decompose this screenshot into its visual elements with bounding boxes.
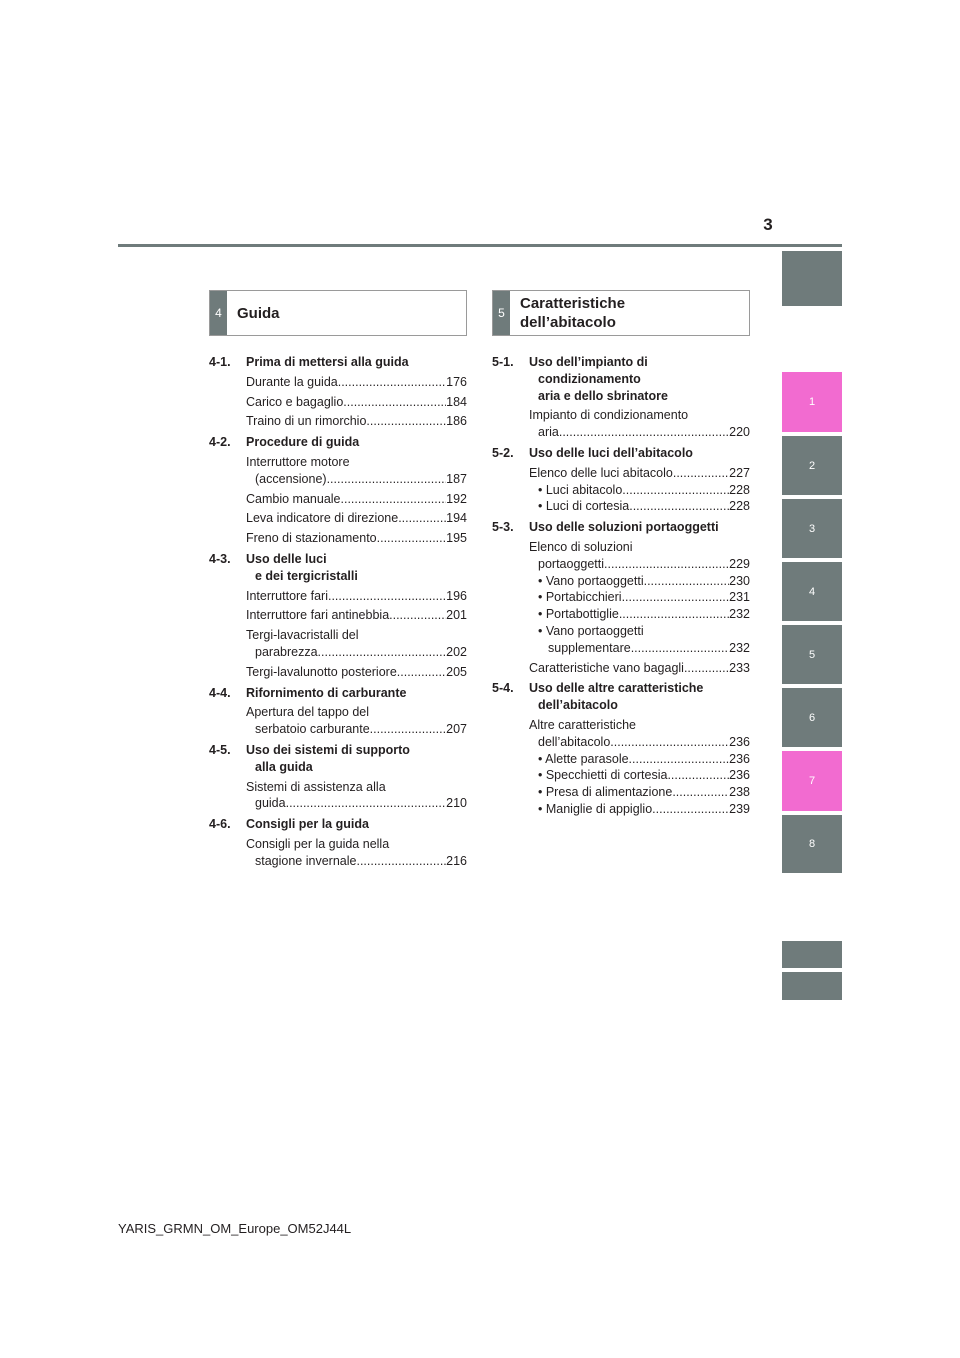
tab-8[interactable]: 8 — [782, 815, 842, 873]
chapter-heading[interactable]: 4-4. Rifornimento di carburante — [209, 685, 407, 700]
toc-entry[interactable]: Traino di un rimorchio ..... 186 — [246, 413, 467, 430]
tab-blank-a[interactable] — [782, 941, 842, 968]
tab-6[interactable]: 6 — [782, 688, 842, 747]
toc-subentry[interactable]: • Portabottiglie ..... 232 — [529, 606, 750, 623]
chapter-heading[interactable]: 5-3. Uso delle soluzioni portaoggetti — [492, 520, 719, 535]
toc-entry[interactable]: Elenco di soluzioni portaoggetti ..... 229 — [529, 539, 750, 573]
toc-entry[interactable]: Impianto di condizionamento aria ..... 220 — [529, 407, 750, 441]
toc-entry[interactable]: Interruttore motore (accensione) ..... 187 — [246, 454, 467, 488]
toc-subentry[interactable]: • Maniglie di appiglio ..... 239 — [529, 801, 750, 818]
toc-subentry[interactable]: • Luci abitacolo ..... 228 — [529, 482, 750, 499]
toc-entry[interactable]: Apertura del tappo del serbatoio carburante ..... 207 — [246, 704, 467, 738]
page-number: 3 — [763, 215, 773, 234]
toc-entry[interactable]: Cambio manuale ..... 192 — [246, 491, 467, 508]
section-number: 4 — [210, 291, 227, 335]
section-5-header — [492, 290, 750, 336]
document-code: YARIS_GRMN_OM_Europe_OM52J44L — [118, 1221, 352, 1236]
toc-subentry[interactable]: • Alette parasole ..... 236 — [529, 751, 750, 768]
tab-3[interactable]: 3 — [782, 499, 842, 558]
toc-subentry[interactable]: • Portabicchieri ..... 231 — [529, 589, 750, 606]
toc-entry[interactable]: Leva indicatore di direzione ..... 194 — [246, 510, 467, 527]
toc-entry[interactable]: Sistemi di assistenza alla guida ..... 210 — [246, 779, 467, 813]
tab-5[interactable]: 5 — [782, 625, 842, 684]
section-4-column — [209, 290, 467, 870]
chapter-heading[interactable]: 4-3. Uso delle luci e dei tergicristalli — [209, 551, 358, 583]
toc-entry[interactable]: Caratteristiche vano bagagli ..... 233 — [529, 660, 750, 677]
toc-entry[interactable]: Interruttore fari antinebbia ..... 201 — [246, 607, 467, 624]
toc-subentry[interactable]: • Luci di cortesia ..... 228 — [529, 498, 750, 515]
chapter-heading[interactable]: 5-4. Uso delle altre caratteristiche dell’abitacolo — [492, 681, 704, 713]
section-title: Caratteristiche dell’abitacolo — [520, 295, 626, 331]
tab-1[interactable]: 1 — [782, 372, 842, 432]
toc-entry[interactable]: Carico e bagaglio ..... 184 — [246, 394, 467, 411]
tab-4[interactable]: 4 — [782, 562, 842, 621]
section-5-column — [492, 290, 750, 818]
toc-entry[interactable]: Altre caratteristiche dell’abitacolo ..... 236 — [529, 717, 750, 751]
section-number: 5 — [493, 291, 510, 335]
chapter-heading[interactable]: 4-2. Procedure di guida — [209, 435, 360, 450]
toc-subentry[interactable]: • Vano portaoggetti ..... 230 — [529, 573, 750, 590]
chapter-heading[interactable]: 4-6. Consigli per la guida — [209, 817, 369, 832]
tab-7[interactable]: 7 — [782, 751, 842, 811]
toc-entry[interactable]: Tergi-lavacristalli del parabrezza ..... 202 — [246, 627, 467, 661]
toc-entry[interactable]: Tergi-lavalunotto posteriore ..... 205 — [246, 664, 467, 681]
toc-subentry[interactable]: • Specchietti di cortesia ..... 236 — [529, 767, 750, 784]
toc-entry[interactable]: Consigli per la guida nella stagione invernale ..... 216 — [246, 836, 467, 870]
tab-blank-b[interactable] — [782, 972, 842, 1000]
section-4-header — [209, 290, 467, 336]
toc-entry[interactable]: Durante la guida ..... 176 — [246, 374, 467, 391]
chapter-heading[interactable]: 5-1. Uso dell’impianto di condizionamento aria e dello sbrinatore — [492, 355, 668, 403]
header-rule — [118, 244, 842, 247]
toc-subentry[interactable]: • Presa di alimentazione ..... 238 — [529, 784, 750, 801]
toc-subentry[interactable]: • Vano portaoggetti supplementare ..... 232 — [529, 623, 750, 657]
section-title: Guida — [237, 304, 280, 322]
chapter-heading[interactable]: 5-2. Uso delle luci dell’abitacolo — [492, 445, 693, 460]
tab-2[interactable]: 2 — [782, 436, 842, 495]
tab-blank-top[interactable] — [782, 251, 842, 306]
toc-entry[interactable]: Elenco delle luci abitacolo ..... 227 — [529, 465, 750, 482]
toc-entry[interactable]: Interruttore fari ..... 196 — [246, 588, 467, 605]
chapter-heading[interactable]: 4-5. Uso dei sistemi di supporto alla guida — [209, 742, 410, 774]
chapter-heading[interactable]: 4-1. Prima di mettersi alla guida — [209, 355, 409, 369]
toc-entry[interactable]: Freno di stazionamento ..... 195 — [246, 530, 467, 547]
